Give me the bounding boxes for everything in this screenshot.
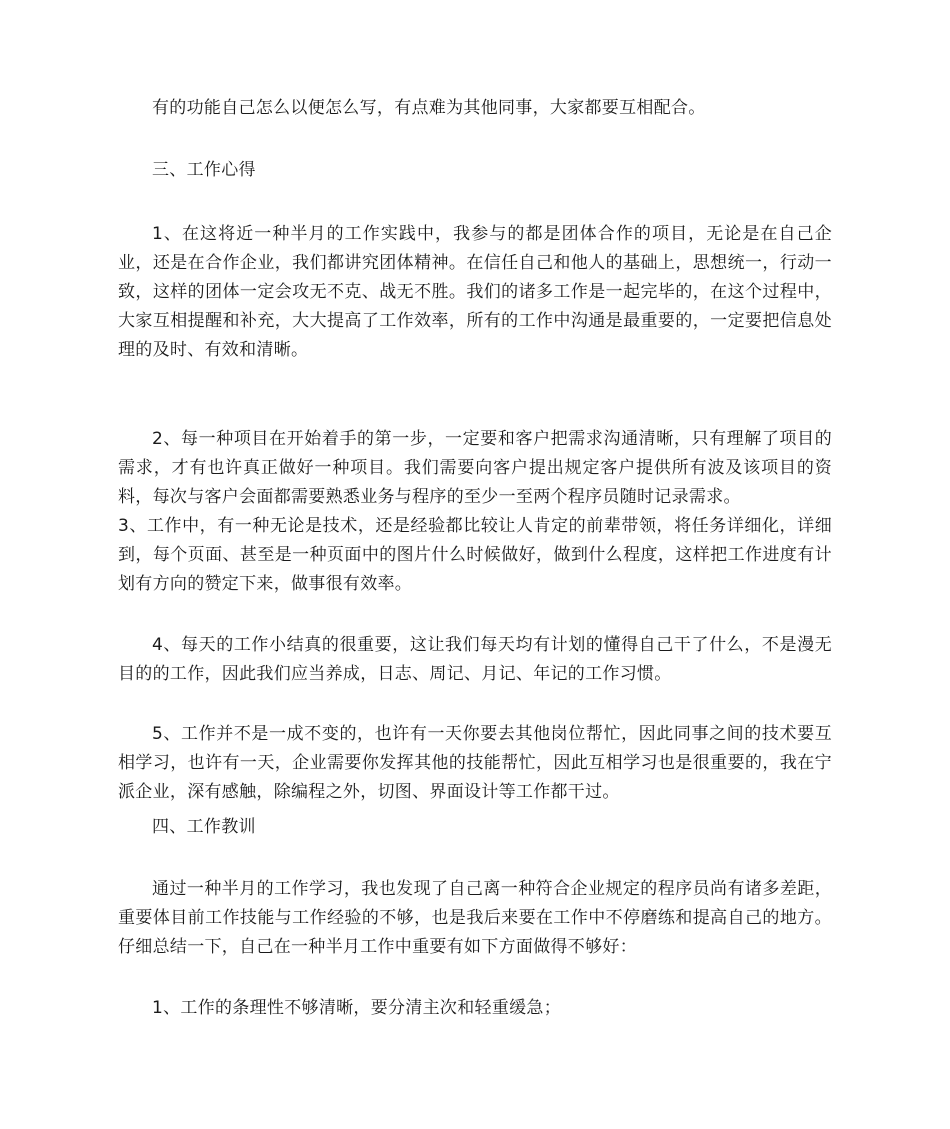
- paragraph-intro: [118, 94, 832, 123]
- paragraph-item-4: [118, 631, 832, 689]
- section-heading-work-lessons: [118, 813, 832, 842]
- paragraph-text: 通过一种半月的工作学习，我也发现了自己离一种符合企业规定的程序员尚有诸多差距，重要体目前工作技能与工作经验的不够，也是我后来要在工作中不停磨练和提高自己的地方。仔细总结一下，自己在一种半月工作中重要有如下方面做得不够好：: [118, 879, 832, 957]
- paragraph-lesson-1: [118, 994, 832, 1023]
- paragraph-text: 5、工作并不是一成不变的，也许有一天你要去其他岗位帮忙，因此同事之间的技术要互相学习，也许有一天，企业需要你发挥其他的技能帮忙，因此互相学习也是很重要的，我在宁派企业，深有感触，除编程之外，切图、界面设计等工作都干过。: [118, 724, 832, 802]
- paragraph-text: 4、每天的工作小结真的很重要，这让我们每天均有计划的懂得自己干了什么，不是漫无目的的工作，因此我们应当养成，日志、周记、月记、年记的工作习惯。: [118, 635, 832, 684]
- paragraph-item-2: [118, 425, 832, 599]
- paragraph-text: 1、工作的条理性不够清晰，要分清主次和轻重缓急；: [152, 998, 562, 1018]
- heading-text: 三、工作心得: [152, 160, 256, 180]
- paragraph-lessons-intro: [118, 875, 832, 962]
- paragraph-text: 2、每一种项目在开始着手的第一步，一定要和客户把需求沟通清晰，只有理解了项目的需求，才有也许真正做好一种项目。我们需要向客户提出规定客户提供所有波及该项目的资料，每次与客户会面都需要熟悉业务与程序的至少一至两个程序员随时记录需求。: [118, 429, 832, 507]
- section-heading-work-insights: [118, 156, 832, 185]
- paragraph-text: 有的功能自己怎么以便怎么写，有点难为其他同事，大家都要互相配合。: [152, 98, 706, 118]
- paragraph-item-1: [118, 220, 832, 365]
- heading-text: 四、工作教训: [152, 817, 256, 837]
- paragraph-text: 1、在这将近一种半月的工作实践中，我参与的都是团体合作的项目，无论是在自己企业，还是在合作企业，我们都讲究团体精神。在信任自己和他人的基础上，思想统一，行动一致，这样的团体一定会攻无不克、战无不胜。我们的诸多工作是一起完毕的，在这个过程中，大家互相提醒和补充，大大提高了工作效率，所有的工作中沟通是最重要的，一定要把信息处理的及时、有效和清晰。: [118, 224, 832, 360]
- paragraph-text-item-3: 3、工作中，有一种无论是技术，还是经验都比较让人肯定的前辈带领，将任务详细化，详细到，每个页面、甚至是一种页面中的图片什么时候做好，做到什么程度，这样把工作进度有计划有方向的赞定下来，做事很有效率。: [118, 516, 832, 594]
- paragraph-item-5: [118, 720, 832, 807]
